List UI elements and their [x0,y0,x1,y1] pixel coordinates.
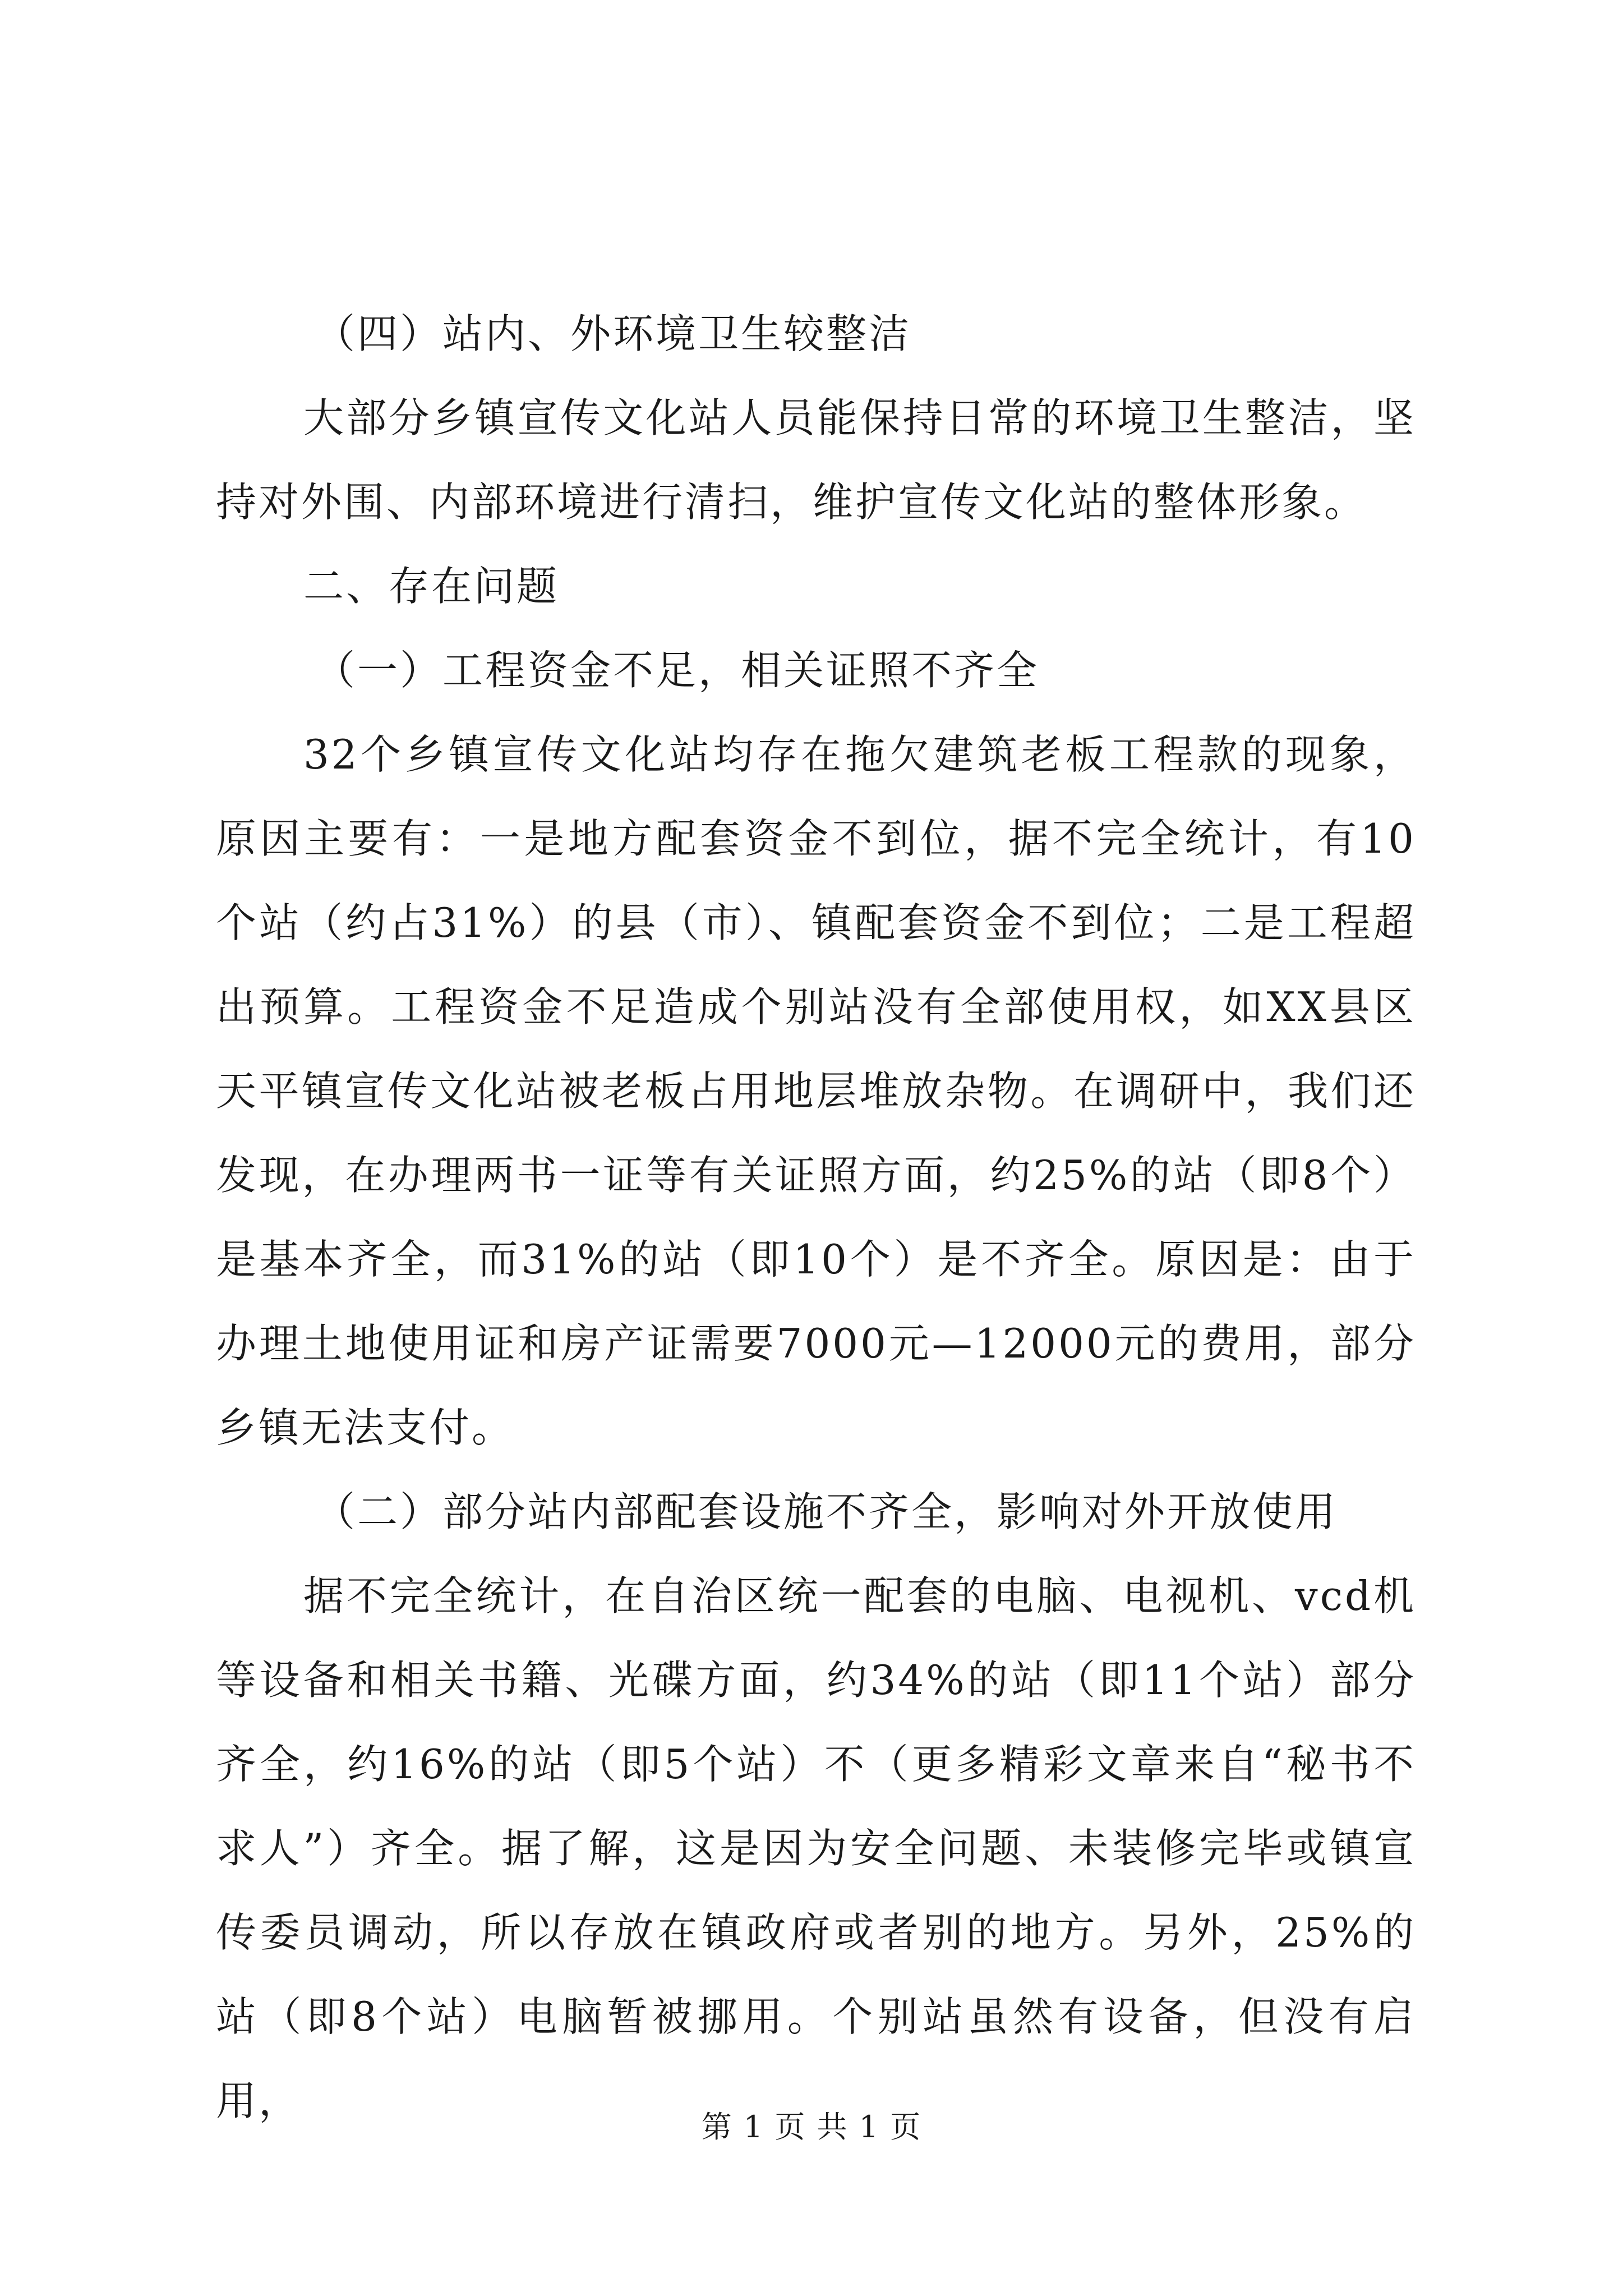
paragraph-environment: 大部分乡镇宣传文化站人员能保持日常的环境卫生整洁，坚持对外围、内部环境进行清扫，维护宣传文化站的整体形象。 [216,394,1416,526]
paragraph-funding: 32个乡镇宣传文化站均存在拖欠建筑老板工程款的现象，原因主要有：一是地方配套资金不到位，据不完全统计，有10个站（约占31%）的县（市）、镇配套资金不到位；二是工程超出预算。工程资金不足造成个别站没有全部使用权，如XX县区天平镇宣传文化站被老板占用地层堆放杂物。在调研中，我们还发现，在办理两书一证等有关证照方面，约25%的站（即8个）是基本齐全，而31%的站（即10个）是不齐全。原因是：由于办理土地使用证和房产证需要7000元—12000元的费用，部分乡镇无法支付。 [216,731,1416,1451]
paragraph-facilities: 据不完全统计，在自治区统一配套的电脑、电视机、vcd机等设备和相关书籍、光碟方面，约34%的站（即11个站）部分齐全，约16%的站（即5个站）不（更多精彩文章来自“秘书不求人”）齐全。据了解，这是因为安全问题、未装修完毕或镇宣传委员调动，所以存放在镇政府或者别的地方。另外，25%的站（即8个站）电脑暂被挪用。个别站虽然有设备，但没有启用， [216,1572,1416,2124]
subheading-funding: （一）工程资金不足，相关证照不齐全 [315,647,1040,694]
subheading-facilities: （二）部分站内部配套设施不齐全，影响对外开放使用 [315,1488,1338,1535]
document-body [216,292,1416,2143]
subheading-environment: （四）站内、外环境卫生较整洁 [315,310,912,357]
page-footer: 第 1 页 共 1 页 [701,2109,922,2145]
heading-problems: 二、存在问题 [303,563,560,610]
